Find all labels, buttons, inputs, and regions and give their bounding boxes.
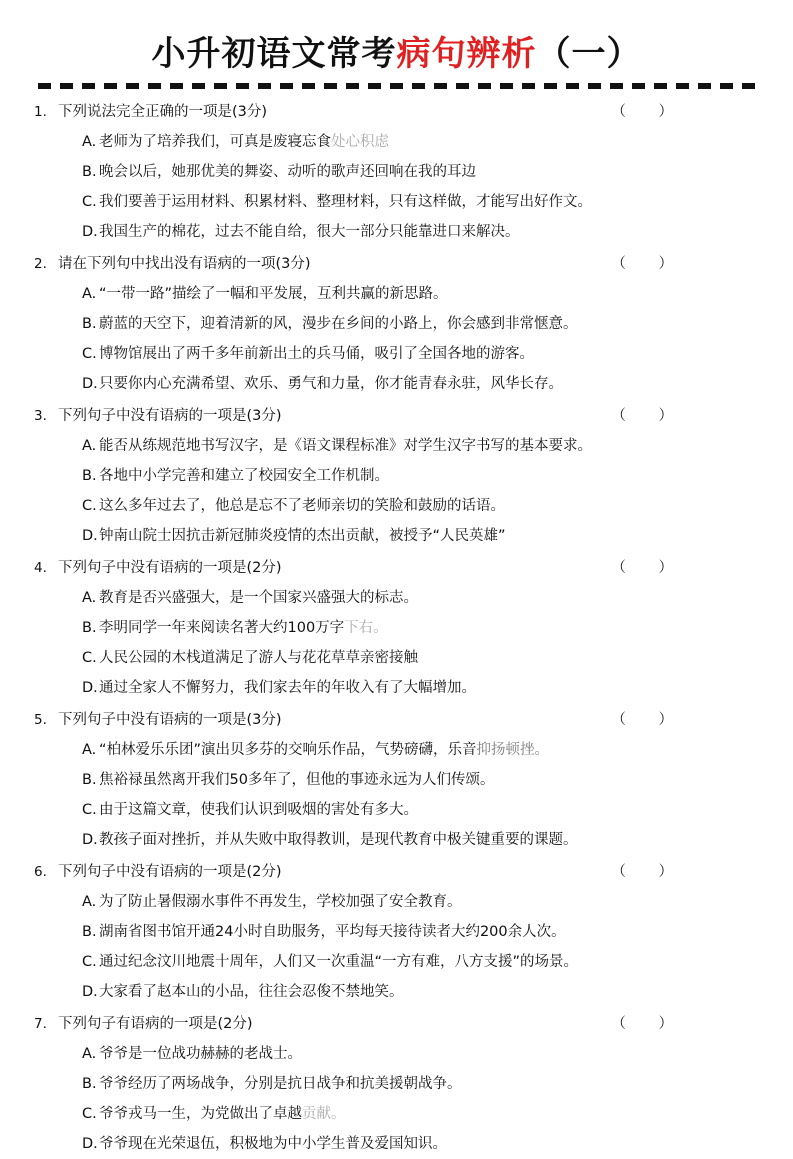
option-text: 晚会以后，她那优美的舞姿、动听的歌声还回响在我的耳边 [99, 164, 476, 180]
option-label: A. [82, 438, 97, 454]
question-stem [34, 249, 759, 279]
option-row[interactable] [34, 795, 759, 825]
answer-blank[interactable]: （ ） [611, 1016, 687, 1032]
option-row[interactable] [34, 491, 759, 521]
option-label: B. [82, 316, 97, 332]
option-row[interactable] [34, 947, 759, 977]
option-text: 湖南省图书馆开通24小时自助服务，平均每天接待读者大约200余人次。 [99, 924, 566, 940]
option-row[interactable] [34, 1129, 759, 1159]
option-row[interactable] [34, 643, 759, 673]
question-stem [34, 857, 759, 887]
option-label: A. [82, 894, 97, 910]
option-label: C. [82, 802, 97, 818]
option-row[interactable] [34, 339, 759, 369]
answer-blank[interactable]: （ ） [611, 104, 687, 120]
question-number: 3. [34, 408, 47, 424]
option-row[interactable] [34, 521, 759, 551]
option-label: D. [82, 984, 98, 1000]
option-text: 能否从练规范地书写汉字，是《语文课程标准》对学生汉字书写的基本要求。 [99, 438, 592, 454]
option-row[interactable] [34, 1039, 759, 1069]
option-row[interactable] [34, 461, 759, 491]
option-text: 为了防止暑假溺水事件不再发生，学校加强了安全教育。 [99, 894, 462, 910]
option-label: C. [82, 498, 97, 514]
question-block [34, 97, 759, 247]
option-text: 教育是否兴盛强大，是一个国家兴盛强大的标志。 [99, 590, 418, 606]
option-text: 蔚蓝的天空下，迎着清新的风，漫步在乡间的小路上，你会感到非常惬意。 [99, 316, 578, 332]
option-faded-tail: 抑扬顿挫。 [476, 742, 550, 758]
option-text: 博物馆展出了两千多年前新出土的兵马俑，吸引了全国各地的游客。 [99, 346, 534, 362]
option-row[interactable] [34, 157, 759, 187]
option-row[interactable] [34, 613, 759, 643]
option-row[interactable] [34, 765, 759, 795]
option-row[interactable] [34, 583, 759, 613]
option-text: 只要你内心充满希望、欢乐、勇气和力量，你才能青春永驻，风华长存。 [99, 376, 563, 392]
option-row[interactable] [34, 127, 759, 157]
option-faded-tail: 下右。 [344, 620, 388, 636]
answer-blank[interactable]: （ ） [611, 560, 687, 576]
question-number: 7. [34, 1016, 47, 1032]
question-number: 6. [34, 864, 47, 880]
option-label: B. [82, 164, 97, 180]
question-text: 下列句子有语病的一项是(2分) [58, 1016, 253, 1032]
option-text: 焦裕禄虽然离开我们50多年了，但他的事迹永远为人们传颂。 [99, 772, 495, 788]
question-text: 下列句子中没有语病的一项是(3分) [58, 712, 282, 728]
question-block [34, 857, 759, 1007]
option-row[interactable] [34, 1069, 759, 1099]
question-stem [34, 553, 759, 583]
option-text: 各地中小学完善和建立了校园安全工作机制。 [99, 468, 389, 484]
option-text: 通过纪念汶川地震十周年，人们又一次重温“一方有难，八方支援”的场景。 [99, 954, 579, 970]
option-text: 爷爷戎马一生，为党做出了卓越 [99, 1106, 302, 1122]
option-text: 爷爷是一位战功赫赫的老战士。 [99, 1046, 302, 1062]
option-row[interactable] [34, 309, 759, 339]
option-label: B. [82, 468, 97, 484]
option-text: 大家看了赵本山的小品，往往会忍俊不禁地笑。 [99, 984, 404, 1000]
option-text: 钟南山院士因抗击新冠肺炎疫情的杰出贡献，被授予“人民英雄” [99, 528, 506, 544]
question-text: 下列句子中没有语病的一项是(2分) [58, 864, 282, 880]
option-row[interactable] [34, 431, 759, 461]
option-row[interactable] [34, 279, 759, 309]
option-label: D. [82, 1136, 98, 1152]
option-text: 人民公园的木栈道满足了游人与花花草草亲密接触 [99, 650, 418, 666]
option-text: “柏林爱乐乐团”演出贝多芬的交响乐作品，气势磅礴，乐音 [99, 742, 477, 758]
option-label: A. [82, 1046, 97, 1062]
page-title [28, 0, 765, 77]
option-label: A. [82, 742, 97, 758]
option-text: 我们要善于运用材料、积累材料、整理材料，只有这样做，才能写出好作文。 [99, 194, 592, 210]
option-text: 由于这篇文章，使我们认识到吸烟的害处有多大。 [99, 802, 418, 818]
option-label: C. [82, 954, 97, 970]
option-text: 通过全家人不懈努力，我们家去年的年收入有了大幅增加。 [99, 680, 476, 696]
option-label: C. [82, 346, 97, 362]
question-number: 2. [34, 256, 47, 272]
option-row[interactable] [34, 825, 759, 855]
question-block [34, 553, 759, 703]
option-label: A. [82, 134, 97, 150]
question-block [34, 1009, 759, 1159]
question-text: 下列句子中没有语病的一项是(2分) [58, 560, 282, 576]
option-row[interactable] [34, 369, 759, 399]
question-number: 1. [34, 104, 47, 120]
option-row[interactable] [34, 187, 759, 217]
option-text: 我国生产的棉花，过去不能自给，很大一部分只能靠进口来解决。 [99, 224, 520, 240]
option-faded-tail: 贡献。 [302, 1106, 346, 1122]
option-label: A. [82, 590, 97, 606]
option-text: 教孩子面对挫折，并从失败中取得教训，是现代教育中极关键重要的课题。 [99, 832, 578, 848]
option-row[interactable] [34, 673, 759, 703]
option-label: D. [82, 528, 98, 544]
question-stem [34, 705, 759, 735]
option-label: D. [82, 680, 98, 696]
question-text: 请在下列句中找出没有语病的一项(3分) [58, 256, 311, 272]
question-stem [34, 401, 759, 431]
option-label: C. [82, 1106, 97, 1122]
option-text: 爷爷现在光荣退伍，积极地为中小学生普及爱国知识。 [99, 1136, 447, 1152]
dashed-divider [38, 83, 755, 89]
option-label: B. [82, 772, 97, 788]
option-row[interactable] [34, 917, 759, 947]
option-row[interactable] [34, 735, 759, 765]
option-label: A. [82, 286, 97, 302]
option-text: 李明同学一年来阅读名著大约100万字 [99, 620, 345, 636]
option-text: 爷爷经历了两场战争，分别是抗日战争和抗美援朝战争。 [99, 1076, 462, 1092]
option-row[interactable] [34, 217, 759, 247]
question-text: 下列句子中没有语病的一项是(3分) [58, 408, 282, 424]
title-right-text: （一） [536, 34, 642, 74]
option-row[interactable] [34, 1099, 759, 1129]
option-label: C. [82, 650, 97, 666]
option-text: 这么多年过去了，他总是忘不了老师亲切的笑脸和鼓励的话语。 [99, 498, 505, 514]
option-text: 老师为了培养我们，可真是废寝忘食 [99, 134, 331, 150]
option-label: C. [82, 194, 97, 210]
option-row[interactable] [34, 887, 759, 917]
question-stem [34, 97, 759, 127]
question-text: 下列说法完全正确的一项是(3分) [58, 104, 268, 120]
questions-list [28, 93, 765, 1159]
question-block [34, 705, 759, 855]
option-label: D. [82, 376, 98, 392]
answer-blank[interactable]: （ ） [611, 864, 687, 880]
answer-blank[interactable]: （ ） [611, 712, 687, 728]
answer-blank[interactable]: （ ） [611, 256, 687, 272]
option-label: D. [82, 832, 98, 848]
option-label: D. [82, 224, 98, 240]
question-number: 5. [34, 712, 47, 728]
option-text: “一带一路”描绘了一幅和平发展，互利共赢的新思路。 [99, 286, 448, 302]
question-block [34, 249, 759, 399]
answer-blank[interactable]: （ ） [611, 408, 687, 424]
option-label: B. [82, 924, 97, 940]
option-row[interactable] [34, 977, 759, 1007]
question-number: 4. [34, 560, 47, 576]
option-label: B. [82, 1076, 97, 1092]
title-highlight-text: 病句辨析 [396, 34, 537, 74]
question-stem [34, 1009, 759, 1039]
question-block [34, 401, 759, 551]
title-left-text: 小升初语文常考 [151, 34, 397, 74]
option-label: B. [82, 620, 97, 636]
option-faded-tail: 处心积虑 [331, 134, 389, 150]
